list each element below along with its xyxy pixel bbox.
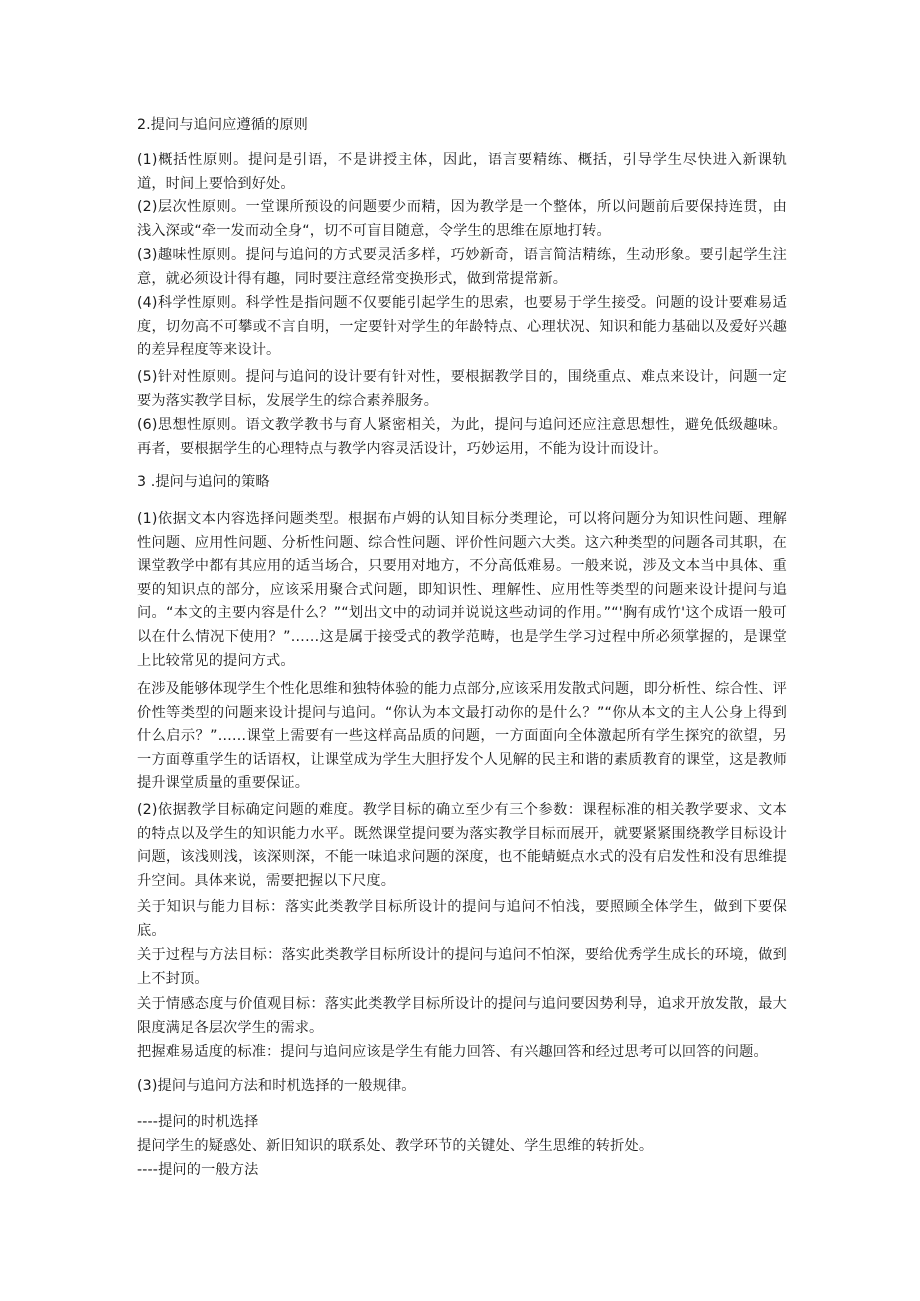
principle-item-3: (3)趣味性原则。提问与追问的方式要灵活多样，巧妙新奇，语言简洁精练，生动形象。要引起学生注意，就必须设计得有趣，同时要注意经常变换形式，做到常提常新。 xyxy=(137,247,787,287)
principle-item-1: (1)概括性原则。提问是引语，不是讲授主体，因此，语言要精练、概括，引导学生尽快进入新课轨道，时间上要恰到好处。 xyxy=(137,152,787,192)
strategy-paragraph-1: (1)依据文本内容选择问题类型。根据布卢姆的认知目标分类理论，可以将问题分为知识性问题、理解性问题、应用性问题、分析性问题、综合性问题、评价性问题六大类。这六种类型的问题各司其职，在课堂教学中都有其应用的适当场合，只要用对地方，不分高低难易。一般来说，涉及文本当中具体、重要的知识点的部分，应该采用聚合式问题，即知识性、理解性、应用性等类型的问题来设计提问与追问。“本文的主要内容是什么？”“划出文中的动词并说说这些动词的作用。”“'胸有成竹'这个成语一般可以在什么情况下使用？”……这是属于接受式的教学范畴，也是学生学习过程中所必须掌握的，是课堂上比较常见的提问方式。 xyxy=(137,511,787,669)
objective-emotion: 关于情感态度与价值观目标：落实此类教学目标所设计的提问与追问要因势利导，追求开放发散，最大限度满足各层次学生的需求。 xyxy=(137,996,787,1036)
principle-item-6: (6)思想性原则。语文教学教书与育人紧密相关，为此，提问与追问还应注意思想性，避免低级趣味。再者，要根据学生的心理特点与教学内容灵活设计，巧妙运用，不能为设计而设计。 xyxy=(137,417,787,457)
section-heading-principles: 2.提问与追问应遵循的原则 xyxy=(137,117,308,133)
principle-item-4: (4)科学性原则。科学性是指问题不仅要能引起学生的思索，也要易于学生接受。问题的设计要难易适度，切勿高不可攀或不言自明，一定要针对学生的年龄特点、心理状况、知识和能力基础以及爱好兴趣的差异程度等来设计。 xyxy=(137,295,787,359)
timing-text: 提问学生的疑惑处、新旧知识的联系处、教学环节的关键处、学生思维的转折处。 xyxy=(137,1138,654,1154)
section-heading-strategies: 3 .提问与追问的策略 xyxy=(137,474,270,490)
difficulty-standard: 把握难易适度的标准：提问与追问应该是学生有能力回答、有兴趣回答和经过思考可以回答的问题。 xyxy=(137,1044,768,1060)
strategy-paragraph-3: (2)依据教学目标确定问题的难度。教学目标的确立至少有三个参数：课程标准的相关教学要求、文本的特点以及学生的知识能力水平。既然课堂提问要为落实教学目标而展开，就要紧紧围绕教学目标设计问题，该浅则浅，该深则深，不能一味追求问题的深度，也不能蜻蜓点水式的没有启发性和没有思维提升空间。具体来说，需要把握以下尺度。 xyxy=(137,802,787,889)
principle-item-5: (5)针对性原则。提问与追问的设计要有针对性，要根据教学目的，围绕重点、难点来设计，问题一定要为落实教学目标，发展学生的综合素养服务。 xyxy=(137,369,787,409)
timing-heading: ----提问的时机选择 xyxy=(137,1114,259,1130)
strategy-paragraph-rules: (3)提问与追问方法和时机选择的一般规律。 xyxy=(137,1078,416,1094)
method-heading: ----提问的一般方法 xyxy=(137,1162,259,1178)
principle-item-2: (2)层次性原则。一堂课所预设的问题要少而精，因为教学是一个整体，所以问题前后要保持连贯，由浅入深或“牵一发而动全身“，切不可盲目随意，令学生的思维在原地打转。 xyxy=(137,199,787,239)
objective-knowledge: 关于知识与能力目标：落实此类教学目标所设计的提问与追问不怕浅，要照顾全体学生，做到下要保底。 xyxy=(137,899,787,939)
objective-process: 关于过程与方法目标：落实此类教学目标所设计的提问与追问不怕深，要给优秀学生成长的环境，做到上不封顶。 xyxy=(137,947,787,987)
strategy-paragraph-2: 在涉及能够体现学生个性化思维和独特体验的能力点部分,应该采用发散式问题，即分析性、综合性、评价性等类型的问题来设计提问与追问。“你认为本文最打动你的是什么？”“你从本文的主人公身上得到什么启示？”……课堂上需要有一些这样高品质的问题，一方面面向全体激起所有学生探究的欲望，另一方面尊重学生的话语权，让课堂成为学生大胆抒发个人见解的民主和谐的素质教育的课堂，这是教师提升课堂质量的重要保证。 xyxy=(137,681,787,792)
